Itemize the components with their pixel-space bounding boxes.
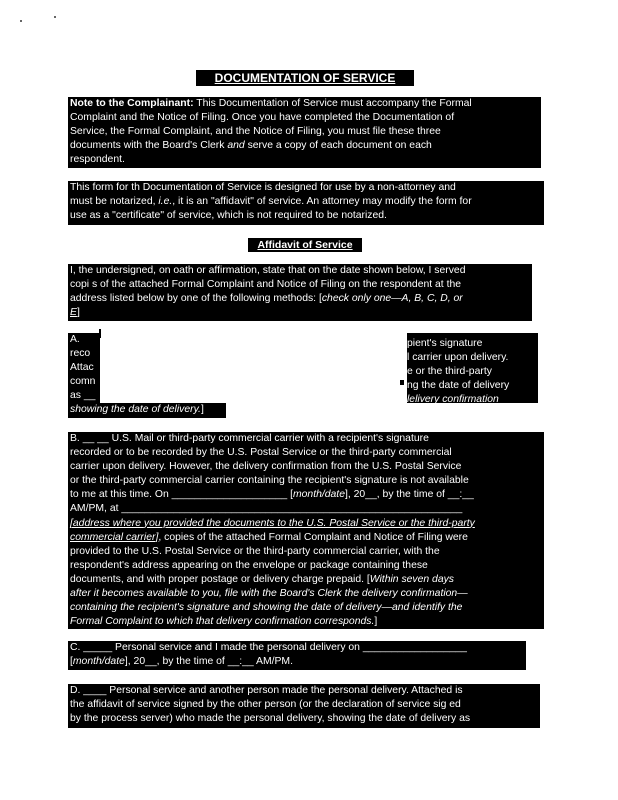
scan-mark — [99, 329, 101, 338]
note-label: Note to the Complainant: — [70, 98, 194, 109]
option-a: A. reco Attac comn as __ — [68, 333, 538, 403]
page-title: DOCUMENTATION OF SERVICE — [196, 70, 414, 86]
affidavit-intro: I, the undersigned, on oath or affirmation, state that on the date shown below, I served copi s of the attached Formal Complaint and Notice of Filing on the respondent at the address listed below by one of the following methods: [check only one—A, B, C, D, or E] — [68, 264, 532, 321]
scan-mark — [400, 380, 404, 385]
affidavit-title: Affidavit of Service — [248, 238, 362, 252]
redaction-area — [100, 333, 407, 404]
option-a-right-text: pient's signature l carrier upon delivery. e or the third-party ng the date of delivery lelivery confirmation — [407, 338, 510, 406]
form-usage-note: This form for th Documentation of Service is designed for use by a non-attorney and must be notarized, i.e., it is an "affidavit" of service. An attorney may modify the form for use as a "certificate" of service, which is not required to be notarized. — [68, 181, 544, 225]
option-a-last-line: showing the date of delivery.] — [68, 403, 226, 418]
option-b: B. __ __ U.S. Mail or third-party commercial carrier with a recipient's signature recorded or to be recorded by the U.S. Postal Service or the third-party commercial carrier upon delivery. However, the delivery confirmation from the U.S. Postal Service or the third-party commercial carrier containing the recipient's signature is not available to me at this time. On ____________________ [month/date], 20__, by the time of __:__ AM/PM, at ___________________________________________________________ [address where you provided the documents to the U.S. Postal Service or the third-party commercial carrier], copies of the attached Formal Complaint and Notice of Filing were provided to the U.S. Postal Service or the third-party commercial carrier, with the respondent's address appearing on the envelope or package containing these documents, and with proper postage or delivery charge prepaid. [Within seven days after it becomes available to you, file with the Board's Clerk the delivery confirmation— containing the recipient's signature and showing the date of delivery—and identify the Formal Complaint to which that delivery confirmation corresponds.] — [68, 432, 544, 629]
scan-specks — [20, 14, 70, 26]
option-c: C. _____ Personal service and I made the personal delivery on __________________ [month/date], 20__, by the time of __:__ AM/PM. — [68, 641, 526, 670]
option-d: D. ____ Personal service and another person made the personal delivery. Attached is the affidavit of service signed by the other person (or the declaration of service sig ed by the process server) who made the personal delivery, showing the date of delivery as — [68, 684, 540, 728]
note-to-complainant: Note to the Complainant: This Documentation of Service must accompany the Formal Complaint and the Notice of Filing. Once you have completed the Documentation of Service, the Formal Complaint, and the Notice of Filing, you must file these three documents with the Board's Clerk and serve a copy of each document on each respondent. — [68, 97, 541, 168]
